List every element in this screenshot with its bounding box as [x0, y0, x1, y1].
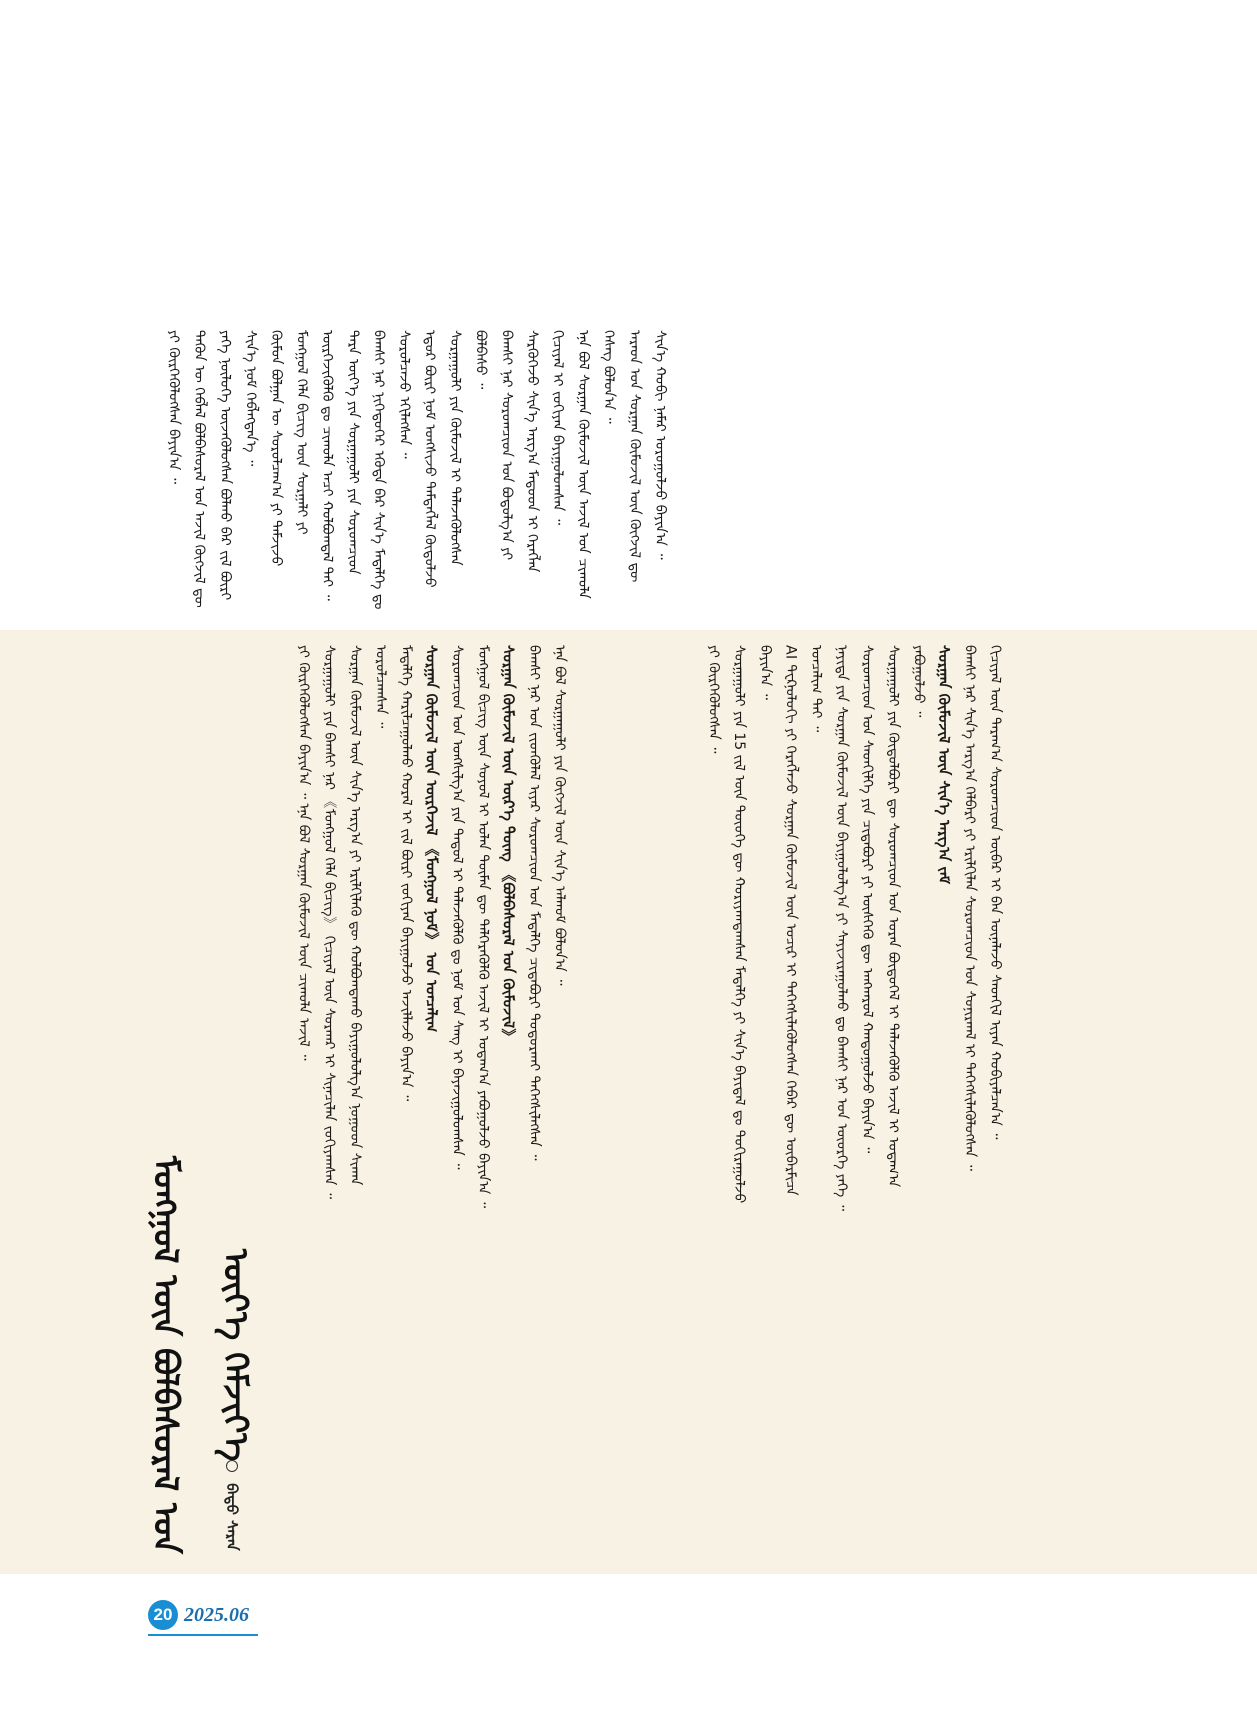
issue-label: 2025.06: [184, 1604, 249, 1626]
paragraph: ᠰᠤᠷᠭᠠᠭᠤᠯᠢ ᠶᠢᠨ 15 ᠵᠢᠯ ᠦᠨ ᠲᠦᠦᠬᠡ ᠳᠦ ᠬᠣᠷᠢᠶᠠᠭᠳᠠᠭᠰᠠᠨ ᠮᠡᠳᠡᠯᠭᠡ ᠶᠢ ᠰᠢᠨ᠎ᠡ ᠪᠠᠶᠢᠳᠠᠯ ᠳᠤ ᠲᠣᠬᠢᠷᠠᠭᠤᠯᠵᠤ ᠪᠠᠶᠢᠨ᠎ᠠ ᠃: [731, 645, 773, 1204]
paragraph: ᠬᠢᠴᠢᠶᠡᠯ ᠦᠨ ᠳᠠᠷᠠᠭ᠎ᠠ ᠰᠤᠷᠤᠭᠴᠢᠳ ᠥᠪᠡᠷ ᠢ ᠪᠡᠨ ᠦᠨᠡᠯᠡᠵᠦ ᠰᠡᠳᠬᠢᠯ ᠢᠶᠡᠨ ᠬᠤᠪᠢᠶᠠᠯᠴᠠᠨ᠎ᠠ ᠃: [987, 645, 1004, 1140]
paragraph: ᠲᠡᠷᠡ ᠦᠶ᠎ᠡ ᠶᠢᠨ ᠰᠤᠷᠭᠠᠭᠤᠯᠢ ᠶᠢᠨ ᠰᠤᠷᠤᠭᠴᠢᠳ ᠪᠠᠭᠰᠢ ᠨᠠᠷ ᠨᠢᠭᠡᠳᠦᠭᠡᠷ ᠡᠭᠦᠳᠡ ᠪᠡᠷ ᠰᠢᠨ᠎ᠡ ᠮᠡᠳᠡᠯᠭᠡ ᠳᠤ ᠰᠤᠷᠤᠯᠴᠠᠵᠤ ᠡᠬᠢᠯᠡᠭᠰᠡᠨ ᠃: [344, 330, 412, 610]
paragraph: ᠰᠤᠷᠭᠠᠭᠤᠯᠢ ᠶᠢᠨ ᠪᠠᠭᠰᠢ ᠨᠠᠷ 《ᠮᠣᠩᠭᠣᠯ ᠬᠡᠯᠡ ᠪᠢᠴᠢᠭ》 ᠬᠢᠴᠢᠶᠡᠯ ᠦᠨ ᠰᠤᠷᠬᠠᠷ ᠢ ᠰᠢᠨᠡᠴᠢᠯᠡᠨ ᠵᠣᠬᠢᠶᠠᠭᠰᠠᠨ ᠃: [321, 645, 338, 1199]
article-right-columns: [700, 645, 1080, 1240]
paragraph: ᠶᠢ ᠬᠦᠷᠭᠡᠭᠦᠯᠦᠭᠰᠡᠨ ᠃: [705, 645, 722, 754]
top-text-columns: [160, 330, 1080, 610]
page-footer: [0, 1590, 1257, 1650]
section-heading: ᠰᠤᠷᠭᠠᠨ ᠬᠦᠮᠦᠵᠢᠯ ᠦᠨ ᠰᠢᠨ᠎ᠡ ᠠᠷᠭ᠎ᠠ ᠵᠠᠮ: [934, 645, 953, 884]
paragraph: ᠰᠤᠷᠤᠭᠴᠢᠳ ᠤᠨ ᠰᠡᠳᠬᠢᠯᠭᠡ ᠶᠢᠨ ᠴᠢᠳᠠᠪᠤᠷᠢ ᠶᠢ ᠥᠰᠭᠡᠬᠦ ᠳᠦ ᠠᠩᠬᠠᠷᠤᠯ ᠬᠠᠨᠳᠤᠭᠤᠯᠵᠤ ᠪᠠᠶᠢᠨ᠎ᠠ ᠃: [859, 645, 876, 1154]
page-number-badge: 20: [148, 1600, 178, 1630]
paragraph: ᠶᠢ ᠬᠦᠷᠭᠡᠭᠦᠯᠦᠭᠰᠡᠨ ᠪᠠᠶᠢᠨ᠎ᠠ ᠃: [165, 330, 182, 484]
article-title: ᠮᠣᠩᠭᠣᠯ ᠦᠨ ᠪᠣᠯᠪᠠᠰᠤᠷᠠᠯ ᠤᠨ ᠦᠶ᠎ᠡ ᠬᠡᠮᠵᠢᠶ᠎ᠡ: [145, 1156, 255, 1554]
paragraph: ᠪᠠᠭᠰᠢ ᠨᠠᠷ ᠰᠤᠷᠤᠭᠴᠢᠳ ᠤᠨ ᠪᠣᠳᠣᠯᠭ᠎ᠠ ᠶᠢ ᠰᠡᠷᠭᠦᠭᠡᠵᠦ ᠰᠢᠨ᠎ᠡ ᠠᠷᠭ᠎ᠠ ᠮᠡᠲᠦᠳ ᠢ ᠬᠡᠷᠡᠭᠯᠡᠨ ᠬᠢᠴᠢᠶᠡᠯ ᠢ ᠵᠣᠬᠢᠶᠠᠨ ᠪᠠᠶᠢᠭᠤᠯᠤᠭᠰᠠᠨ ᠃: [498, 330, 566, 573]
paragraph: ᠡᠨᠡ ᠪᠣᠯ ᠰᠤᠷᠭᠠᠨ ᠬᠦᠮᠦᠵᠢᠯ ᠦᠨ ᠠᠵᠢᠯ ᠤᠨ ᠴᠢᠬᠤᠯᠠ ᠬᠡᠰᠡᠭ ᠪᠣᠯᠤᠨ᠎ᠠ ᠃: [575, 330, 617, 599]
section-heading: ᠰᠤᠷᠭᠠᠨ ᠬᠦᠮᠦᠵᠢᠯ ᠦᠨ ᠦᠷ᠎ᠡ ᠳᠦᠩ 《ᠪᠣᠯᠪᠠᠰᠤᠷᠠᠯ ᠤᠨ ᠬᠦᠮᠦᠵᠢᠯ》: [499, 645, 518, 1044]
paragraph: ᠨᠡᠶᠢᠲᠡ ᠶᠢᠨ ᠰᠤᠷᠭᠠᠨ ᠬᠦᠮᠦᠵᠢᠯ ᠦᠨ ᠪᠠᠶᠢᠭᠤᠯᠤᠯᠭ᠎ᠠ ᠶᠢ ᠰᠠᠶᠢᠵᠢᠷᠠᠭᠤᠯᠬᠤ ᠳᠤ ᠪᠠᠭᠰᠢ ᠨᠠᠷ ᠤᠨ ᠦᠦᠷᠭᠡ ᠶᠡᠬᠡ ᠃: [833, 645, 850, 1211]
paragraph: AI ᠲᠧᠺᠨᠣᠯᠣᠭᠢ ᠶᠢ ᠬᠡᠷᠡᠭᠯᠡᠵᠦ ᠰᠤᠷᠭᠠᠨ ᠬᠦᠮᠦᠵᠢᠯ ᠦᠨ ᠤᠴᠢᠷ ᠢ ᠳᠡᠭᠡᠭᠰᠢᠯᠡᠭᠦᠯᠦᠭᠰᠡᠨ ᠬᠡᠪᠡᠷ ᠳᠦ ᠥᠪᠡᠷᠮᠢᠴᠡ ᠣᠨᠴᠠᠯᠢᠭ ᠲᠠᠢ ᠃: [782, 645, 824, 1196]
paragraph: ᠡᠳᠦᠷ ᠪᠦᠷᠢ ᠨᠣᠮ ᠤᠩᠰᠢᠵᠤ ᠲᠡᠮᠳᠡᠭᠯᠡᠯ ᠬᠦᠲᠦᠯᠵᠦ ᠰᠤᠷᠭᠠᠭᠤᠯᠢ ᠶᠢᠨ ᠬᠦᠮᠦᠵᠢᠯ ᠢ ᠲᠡᠯᠡᠵᠡᠭᠦᠯᠦᠭᠰᠡᠨ ᠪᠣᠯᠪᠠᠰᠤ ᠃: [421, 330, 489, 588]
paragraph: ᠪᠠᠭᠰᠢ ᠨᠠᠷ ᠰᠢᠨ᠎ᠡ ᠠᠷᠭ᠎ᠠ ᠬᠡᠯᠪᠡᠷᠢ ᠶᠢ ᠡᠷᠢᠯᠬᠢᠯᠡᠨ ᠰᠤᠷᠤᠭᠴᠢᠳ ᠤᠨ ᠰᠣᠨᠢᠷᠬᠠᠯ ᠢ ᠳᠡᠭᠡᠭᠰᠢᠯᠡᠭᠦᠯᠦᠭᠰᠡᠨ ᠃: [961, 645, 978, 1171]
paragraph: ᠶᠢ ᠬᠦᠷᠭᠡᠭᠦᠯᠦᠭᠰᠡᠨ ᠪᠠᠶᠢᠨ᠎ᠠ ᠃ ᠡᠨᠡ ᠪᠣᠯ ᠰᠤᠷᠭᠠᠨ ᠬᠦᠮᠦᠵᠢᠯ ᠦᠨ ᠴᠢᠬᠤᠯᠠ ᠠᠵᠢᠯ ᠃: [295, 645, 312, 1061]
paragraph: ᠪᠠᠭᠰᠢ ᠨᠠᠷ ᠤᠨ ᠵᠢᠳᠬᠦᠯᠡᠯ ᠢᠶᠡᠷ ᠰᠤᠷᠤᠭᠴᠢᠳ ᠤᠨ ᠮᠡᠳᠡᠯᠭᠡ ᠴᠢᠳᠠᠪᠤᠷᠢ ᠲᠣᠳᠤᠷᠬᠠᠢ ᠳᠡᠭᠡᠭᠰᠢᠯᠡᠭᠰᠡᠨ ᠃: [525, 645, 542, 1161]
author-byline: [212, 1460, 252, 1580]
paragraph: ᠰᠤᠷᠭᠠᠨ ᠬᠦᠮᠦᠵᠢᠯ ᠦᠨ ᠰᠢᠨ᠎ᠡ ᠠᠷᠭ᠎ᠠ ᠶᠢ ᠡᠷᠢᠯᠬᠢᠯᠡᠬᠦ ᠳᠦ ᠬᠣᠯᠪᠣᠭᠳᠠᠬᠤ ᠪᠠᠶᠢᠭᠤᠯᠤᠯᠭ᠎ᠠ ᠨᠤᠭᠤᠳ ᠰᠢᠬᠠᠨ ᠣᠷᠣᠯᠴᠠᠭᠰᠠᠨ ᠃: [346, 645, 389, 1186]
section-heading: ᠰᠤᠷᠭᠠᠨ ᠬᠦᠮᠦᠵᠢᠯ ᠦᠨ ᠥᠷᠭᠡᠵᠢᠯ 《ᠮᠣᠩᠭᠣᠯ ᠨᠣᠮ》 ᠤᠨ ᠣᠨᠴᠠᠯᠢᠭ: [422, 645, 441, 1033]
paragraph: ᠬᠥᠮᠦᠨ ᠪᠣᠯᠭᠠᠨ ᠦ ᠰᠤᠷᠤᠯᠴᠠᠭ᠎ᠠ ᠶᠢ ᠳᠡᠮᠵᠢᠵᠦ ᠮᠣᠩᠭᠣᠯ ᠬᠡᠯᠡ ᠪᠢᠴᠢᠭ ᠦᠨ ᠰᠤᠷᠭᠠᠯᠢ ᠶᠢ ᠥᠷᠭᠡᠵᠢᠭᠦᠯᠬᠦ ᠳᠤ ᠴᠢᠬᠤᠯᠠ ᠠᠴᠢ ᠬᠣᠯᠪᠣᠭᠳᠠᠯ ᠲᠠᠢ ᠃: [267, 330, 336, 601]
footer-rule: [148, 1634, 258, 1636]
paragraph: ᠰᠤᠷᠤᠭᠴᠢᠳ ᠤᠨ ᠤᠩᠰᠢᠯᠭ᠎ᠠ ᠶᠢᠨ ᠳᠠᠳᠤᠯ ᠢ ᠲᠡᠯᠡᠵᠡᠭᠦᠯᠬᠦ ᠳᠤ ᠨᠣᠮ ᠤᠨ ᠰᠠᠩ ᠢ ᠪᠠᠶᠠᠵᠢᠭᠤᠯᠤᠭᠰᠠᠨ ᠃: [449, 645, 466, 1170]
paragraph: ᠲᠡᠭᠦᠨ ᠦ ᠬᠡᠪᠯᠡᠯ ᠪᠣᠯᠪᠠᠰᠤᠷᠠᠯ ᠤᠨ ᠠᠵᠢᠯ ᠬᠥᠭᠵᠢᠯ ᠳᠦ ᠶᠡᠬᠡ ᠨᠥᠯᠦᠭᠡ ᠦᠵᠡᠭᠦᠯᠦᠭᠰᠡᠨ ᠪᠣᠯᠬᠣ ᠪᠠᠷ ᠵᠢᠯ ᠪᠦᠷᠢ ᠰᠢᠨ᠎ᠡ ᠨᠣᠮ ᠬᠡᠪᠯᠡᠭᠳᠡᠨ᠎ᠡ ᠃: [191, 330, 259, 608]
author-name: ᠪᠠᠲᠤ ᠰᠠᠷᠠᠨ: [223, 1483, 241, 1551]
paragraph: ᠮᠣᠩᠭᠣᠯ ᠪᠢᠴᠢᠭ ᠦᠨ ᠰᠣᠶᠣᠯ ᠢ ᠣᠯᠠᠨ ᠲᠦᠮᠡᠨ ᠳᠦ ᠳᠡᠯᠭᠡᠷᠡᠭᠦᠯᠬᠦ ᠠᠵᠢᠯ ᠢ ᠤᠳᠠᠭ᠎ᠠ ᠶᠠᠪᠤᠭᠤᠯᠵᠤ ᠪᠠᠶᠢᠨ᠎ᠠ ᠃: [474, 645, 491, 1208]
circle-bullet-icon: [226, 1460, 238, 1472]
paragraph: ᠠᠷᠠᠳ ᠤᠨ ᠰᠤᠷᠭᠠᠨ ᠬᠦᠮᠦᠵᠢᠯ ᠦᠨ ᠬᠥᠭᠵᠢᠯ ᠳᠦ ᠰᠢᠨ᠎ᠡ ᠬᠤᠪᠢ ᠨᠡᠮᠡᠷ ᠣᠷᠣᠭᠤᠯᠵᠤ ᠪᠠᠶᠢᠨ᠎ᠠ ᠃: [626, 330, 668, 583]
paragraph: ᠮᠡᠳᠡᠯᠭᠡ ᠬᠠᠷᠢᠯᠴᠠᠭᠤᠯᠬᠤ ᠬᠤᠷᠠᠯ ᠢ ᠵᠢᠯ ᠪᠦᠷᠢ ᠵᠣᠬᠢᠶᠠᠨ ᠪᠠᠶᠢᠭᠤᠯᠵᠤ ᠠᠵᠢᠯᠯᠠᠵᠤ ᠪᠠᠶᠢᠨ᠎ᠠ ᠃: [397, 645, 414, 1102]
paragraph: ᠡᠨᠡ ᠪᠣᠯ ᠰᠤᠷᠭᠠᠭᠤᠯᠢ ᠶᠢᠨ ᠬᠥᠭᠵᠢᠯ ᠦᠨ ᠰᠢᠨ᠎ᠡ ᠠᠯᠬᠤᠮ ᠪᠣᠯᠤᠨ᠎ᠠ ᠃: [551, 645, 568, 986]
paragraph: ᠰᠤᠷᠭᠠᠭᠤᠯᠢ ᠶᠢᠨ ᠬᠥᠲᠦᠯᠪᠦᠷᠢ ᠳᠦ ᠰᠤᠷᠤᠭᠴᠢᠳ ᠤᠨ ᠤᠷᠠᠨ ᠪᠦᠲᠦᠭᠡᠯ ᠢ ᠲᠡᠯᠡᠵᠡᠭᠦᠯᠬᠦ ᠠᠵᠢᠯ ᠢ ᠤᠳᠠᠭ᠎ᠠ ᠶᠠᠪᠤᠭᠤᠯᠵᠤ ᠃: [884, 645, 927, 1188]
article-left-columns: [290, 645, 680, 1240]
